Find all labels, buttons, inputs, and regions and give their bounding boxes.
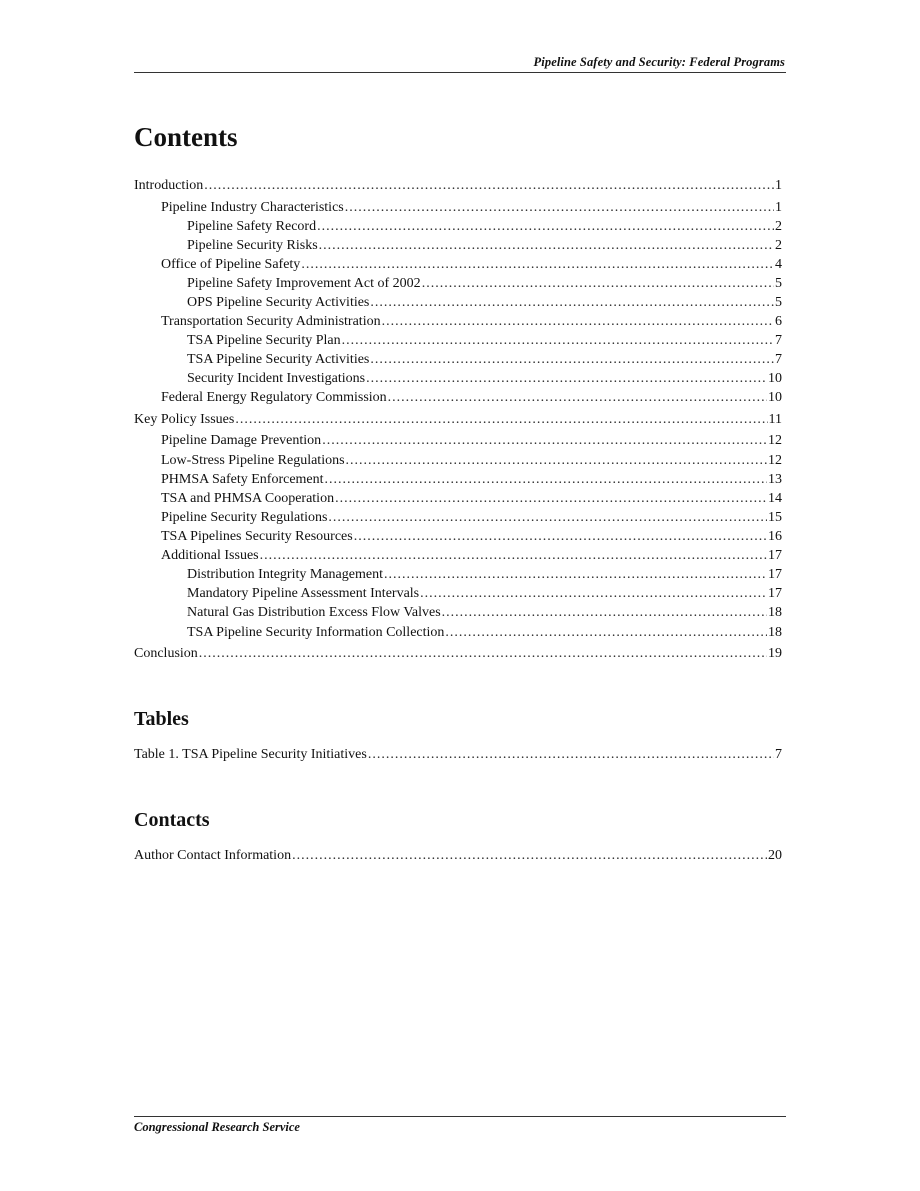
toc-dot-leader	[354, 527, 767, 546]
toc-entry[interactable]	[134, 431, 782, 450]
toc-dot-leader	[384, 565, 767, 584]
toc-entry-page-number: 2	[775, 238, 782, 253]
toc-dot-leader	[422, 274, 774, 293]
toc-entry-page-number: 7	[775, 747, 782, 762]
toc-entry[interactable]	[134, 527, 782, 546]
toc-entry[interactable]	[134, 388, 782, 407]
toc-entry-page-number: 1	[775, 200, 782, 215]
toc-entry-page-number: 13	[768, 472, 782, 487]
toc-entry-page-number: 15	[768, 510, 782, 525]
toc-entry-label: TSA Pipeline Security Plan	[187, 333, 341, 348]
toc-dot-leader	[370, 293, 774, 312]
toc-dot-leader	[445, 623, 767, 642]
running-footer: Congressional Research Service	[134, 1120, 300, 1134]
toc-entry-label: TSA Pipelines Security Resources	[161, 529, 353, 544]
toc-entry-page-number: 18	[768, 605, 782, 620]
toc-entry-page-number: 2	[775, 219, 782, 234]
toc-entry-page-number: 5	[775, 276, 782, 291]
toc-entry-label: Table 1. TSA Pipeline Security Initiatives	[134, 747, 367, 762]
toc-entry-page-number: 10	[768, 371, 782, 386]
toc-entry-label: PHMSA Safety Enforcement	[161, 472, 324, 487]
toc-entry-label: Author Contact Information	[134, 848, 292, 863]
toc-entry[interactable]	[134, 644, 782, 663]
toc-entry-page-number: 1	[775, 178, 782, 193]
toc-entry[interactable]	[134, 217, 782, 236]
toc-dot-leader	[319, 236, 774, 255]
toc-entry-label: Mandatory Pipeline Assessment Intervals	[187, 586, 420, 601]
toc-entry[interactable]	[134, 236, 782, 255]
toc-entry-label: Pipeline Security Regulations	[161, 510, 328, 525]
toc-dot-leader	[301, 255, 774, 274]
toc-entry-label: Pipeline Security Risks	[187, 238, 318, 253]
toc-entry-label: Introduction	[134, 178, 204, 193]
toc-entry-label: Pipeline Damage Prevention	[161, 433, 322, 448]
toc-dot-leader	[442, 603, 767, 622]
toc-entry[interactable]	[134, 623, 782, 642]
toc-entry[interactable]	[134, 489, 782, 508]
toc-entry-label: TSA Pipeline Security Activities	[187, 352, 370, 367]
toc-entry-page-number: 18	[768, 625, 782, 640]
toc-entry[interactable]	[134, 331, 782, 350]
toc-dot-leader	[325, 470, 767, 489]
toc-entry-page-number: 11	[768, 412, 782, 427]
toc-entry-label: Natural Gas Distribution Excess Flow Valves	[187, 605, 441, 620]
toc-dot-leader	[322, 431, 767, 450]
toc-entry-label: Distribution Integrity Management	[187, 567, 383, 582]
toc-entry-page-number: 17	[768, 586, 782, 601]
toc-entry-page-number: 17	[768, 567, 782, 582]
toc-dot-leader	[335, 489, 767, 508]
toc-entry-page-number: 7	[775, 333, 782, 348]
toc-entry-page-number: 10	[768, 390, 782, 405]
toc-entry[interactable]	[134, 546, 782, 565]
toc-entry-label: Additional Issues	[161, 548, 259, 563]
toc-entry-label: Federal Energy Regulatory Commission	[161, 390, 387, 405]
toc-entry-label: Office of Pipeline Safety	[161, 257, 301, 272]
tables-heading: Tables	[134, 708, 189, 730]
toc-entry-label: Low-Stress Pipeline Regulations	[161, 453, 345, 468]
toc-entry-page-number: 4	[775, 257, 782, 272]
contacts-heading: Contacts	[134, 809, 210, 831]
toc-dot-leader	[342, 331, 774, 350]
contents-heading: Contents	[134, 122, 238, 152]
toc-dot-leader	[388, 388, 767, 407]
toc-entry[interactable]	[134, 274, 782, 293]
toc-entry-page-number: 14	[768, 491, 782, 506]
toc-entry[interactable]	[134, 846, 782, 865]
toc-dot-leader	[235, 410, 767, 429]
toc-entry[interactable]	[134, 312, 782, 331]
toc-entry-page-number: 17	[768, 548, 782, 563]
toc-entry-label: Key Policy Issues	[134, 412, 235, 427]
toc-dot-leader	[199, 644, 767, 663]
toc-entry-label: Conclusion	[134, 646, 198, 661]
toc-entry[interactable]	[134, 293, 782, 312]
toc-entry[interactable]	[134, 603, 782, 622]
header-rule	[134, 72, 786, 73]
toc-entry[interactable]	[134, 565, 782, 584]
toc-dot-leader	[420, 584, 767, 603]
toc-dot-leader	[382, 312, 774, 331]
toc-entry[interactable]	[134, 176, 782, 195]
toc-dot-leader	[260, 546, 767, 565]
toc-entry-page-number: 7	[775, 352, 782, 367]
toc-entry[interactable]	[134, 508, 782, 527]
toc-entry-page-number: 12	[768, 433, 782, 448]
toc-entry[interactable]	[134, 451, 782, 470]
toc-entry[interactable]	[134, 745, 782, 764]
toc-entry[interactable]	[134, 350, 782, 369]
toc-entry-page-number: 19	[768, 646, 782, 661]
toc-entry-page-number: 6	[775, 314, 782, 329]
toc-entry-label: Pipeline Industry Characteristics	[161, 200, 344, 215]
toc-dot-leader	[204, 176, 774, 195]
toc-entry-label: OPS Pipeline Security Activities	[187, 295, 370, 310]
footer-rule	[134, 1116, 786, 1117]
toc-entry-label: TSA and PHMSA Cooperation	[161, 491, 335, 506]
toc-entry-label: Pipeline Safety Record	[187, 219, 317, 234]
toc-entry-label: Security Incident Investigations	[187, 371, 366, 386]
toc-entry[interactable]	[134, 470, 782, 489]
toc-dot-leader	[317, 217, 774, 236]
toc-entry[interactable]	[134, 410, 782, 429]
toc-entry-label: Pipeline Safety Improvement Act of 2002	[187, 276, 421, 291]
toc-dot-leader	[345, 198, 774, 217]
toc-dot-leader	[328, 508, 767, 527]
toc-dot-leader	[370, 350, 774, 369]
toc-dot-leader	[368, 745, 774, 764]
toc-entry[interactable]	[134, 198, 782, 217]
toc-entry-page-number: 20	[768, 848, 782, 863]
toc-entry[interactable]	[134, 255, 782, 274]
toc-entry-page-number: 16	[768, 529, 782, 544]
toc-dot-leader	[346, 451, 767, 470]
toc-entry-label: Transportation Security Administration	[161, 314, 381, 329]
toc-entry[interactable]	[134, 369, 782, 388]
running-header: Pipeline Safety and Security: Federal Programs	[533, 55, 785, 69]
toc-entry-page-number: 12	[768, 453, 782, 468]
toc-dot-leader	[366, 369, 767, 388]
toc-dot-leader	[292, 846, 767, 865]
toc-entry-page-number: 5	[775, 295, 782, 310]
toc-entry-label: TSA Pipeline Security Information Collection	[187, 625, 445, 640]
toc-entry[interactable]	[134, 584, 782, 603]
